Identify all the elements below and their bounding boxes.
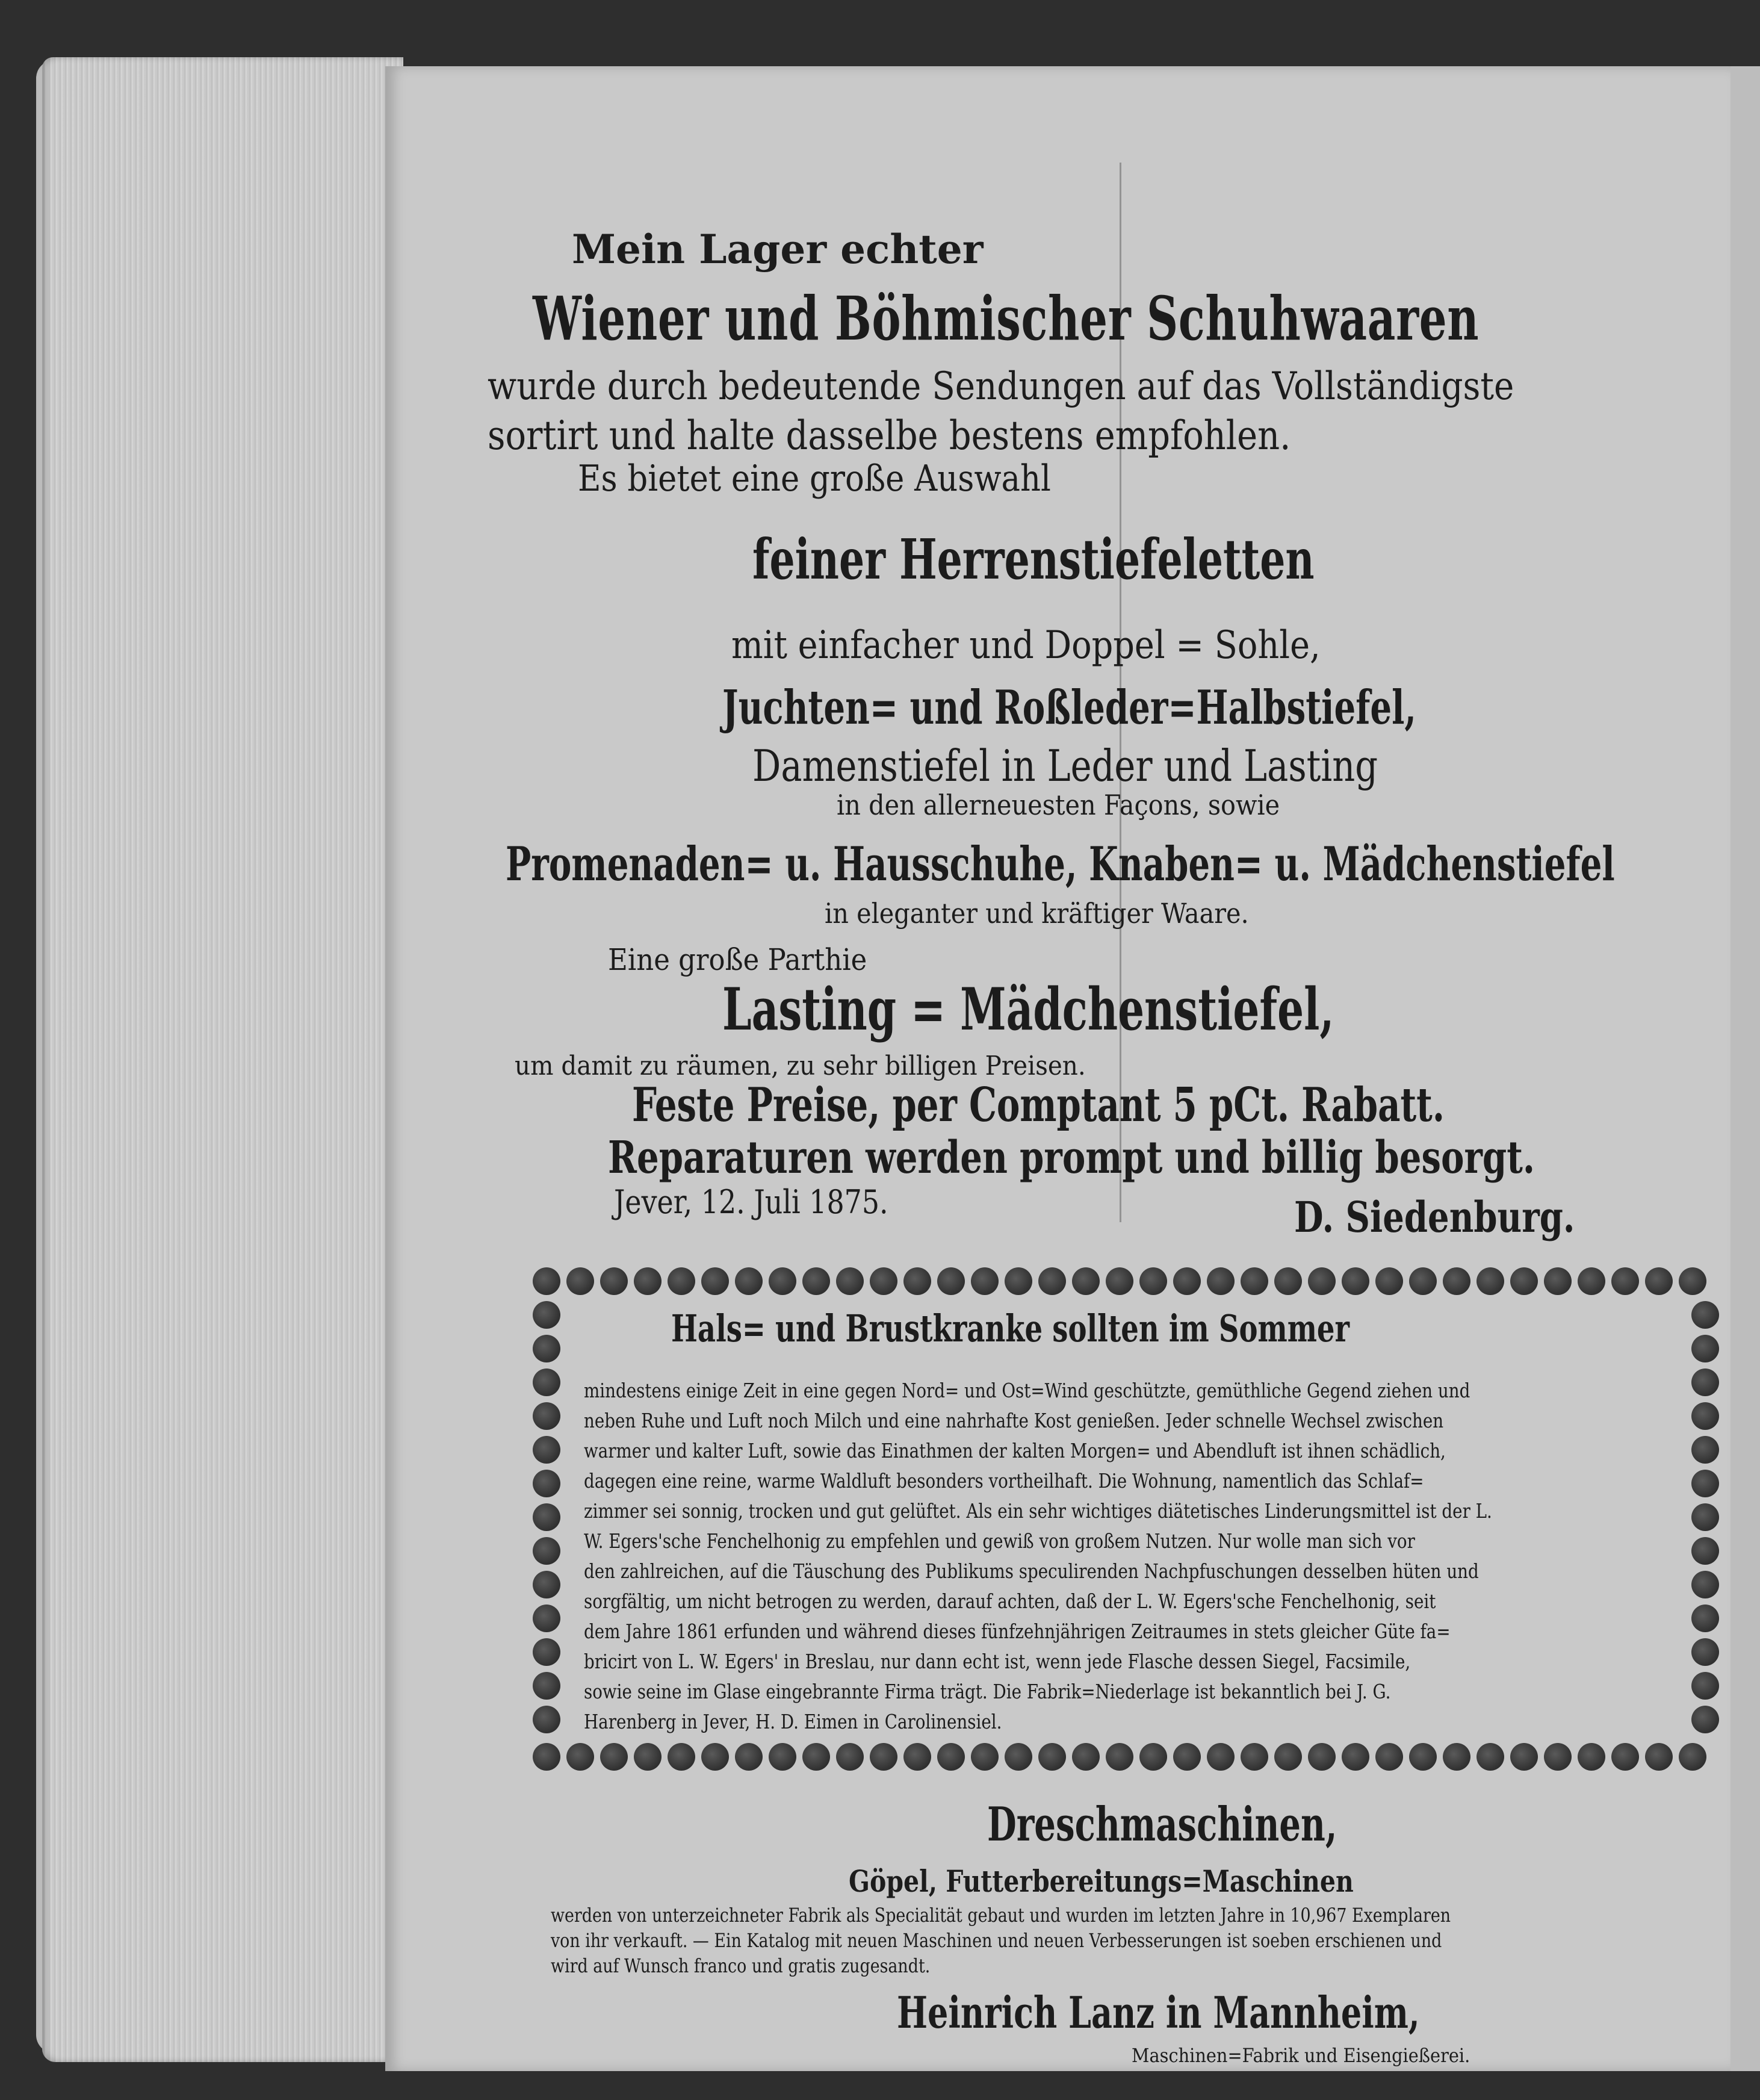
border-dot bbox=[1274, 1743, 1302, 1771]
border-dot bbox=[533, 1503, 560, 1531]
border-dot bbox=[566, 1267, 594, 1295]
border-dot bbox=[533, 1605, 560, 1632]
border-dot bbox=[533, 1335, 560, 1362]
border-dot bbox=[600, 1267, 628, 1295]
box-text-line: mindestens einige Zeit in eine gegen Nord= und Ost=Wind geschützte, gemüthliche Gegend ziehen und bbox=[584, 1379, 1470, 1402]
dresch-headline: Dreschmaschinen, bbox=[987, 1797, 1337, 1852]
book-page-edges bbox=[42, 57, 403, 2062]
border-dot bbox=[971, 1267, 999, 1295]
border-dot bbox=[1544, 1743, 1572, 1771]
ad-line-13: Eine große Parthie bbox=[608, 942, 867, 977]
border-dot bbox=[1691, 1402, 1719, 1430]
border-dot bbox=[533, 1638, 560, 1666]
border-dot bbox=[1072, 1267, 1100, 1295]
border-dot bbox=[1510, 1267, 1538, 1295]
border-dot bbox=[937, 1267, 965, 1295]
box-headline: Hals= und Brustkranke sollten im Sommer bbox=[671, 1306, 1350, 1350]
dresch-company: Heinrich Lanz in Mannheim, bbox=[897, 1987, 1420, 2038]
border-dot bbox=[1611, 1743, 1639, 1771]
box-text-line: dem Jahre 1861 erfunden und während dieses fünfzehnjährigen Zeitraumes in stets gleicher Güte fa= bbox=[584, 1620, 1451, 1643]
border-dot bbox=[1375, 1743, 1403, 1771]
border-dot bbox=[1038, 1743, 1066, 1771]
box-text-line: zimmer sei sonnig, trocken und gut gelüftet. Als ein sehr wichtiges diätetisches Linderungsmittel ist der L. bbox=[584, 1499, 1492, 1523]
box-border-bottom bbox=[533, 1743, 1706, 1771]
ad-line-4: sortirt und halte dasselbe bestens empfohlen. bbox=[488, 412, 1291, 459]
border-dot bbox=[1691, 1503, 1719, 1531]
ad-line-6: feiner Herrenstiefeletten bbox=[752, 527, 1315, 592]
border-dot bbox=[735, 1267, 763, 1295]
ad-line-11: Promenaden= u. Hausschuhe, Knaben= u. Mädchenstiefel bbox=[506, 837, 1615, 892]
border-dot bbox=[1139, 1267, 1167, 1295]
border-dot bbox=[1375, 1267, 1403, 1295]
box-text-line: sorgfältig, um nicht betrogen zu werden, darauf achten, daß der L. W. Egers'sche Fenchelhonig, seit bbox=[584, 1589, 1436, 1613]
border-dot bbox=[1207, 1267, 1235, 1295]
border-dot bbox=[1342, 1743, 1369, 1771]
box-border-left bbox=[533, 1301, 560, 1733]
border-dot bbox=[769, 1743, 796, 1771]
border-dot bbox=[1173, 1743, 1201, 1771]
box-text-line: dagegen eine reine, warme Waldluft besonders vortheilhaft. Die Wohnung, namentlich das Schlaf= bbox=[584, 1469, 1424, 1493]
border-dot bbox=[533, 1436, 560, 1464]
facing-page-edge bbox=[1731, 66, 1760, 2071]
border-dot bbox=[533, 1470, 560, 1497]
border-dot bbox=[1106, 1743, 1133, 1771]
border-dot bbox=[971, 1743, 999, 1771]
border-dot bbox=[1241, 1267, 1268, 1295]
fenchelhonig-advertisement bbox=[533, 1267, 1721, 1773]
border-dot bbox=[1409, 1743, 1437, 1771]
border-dot bbox=[1139, 1743, 1167, 1771]
border-dot bbox=[1691, 1301, 1719, 1329]
border-dot bbox=[1691, 1638, 1719, 1666]
dresch-body-text bbox=[551, 1903, 1622, 1978]
ad-line-14: Lasting = Mädchenstiefel, bbox=[722, 975, 1334, 1043]
border-dot bbox=[1274, 1267, 1302, 1295]
border-dot bbox=[1578, 1743, 1605, 1771]
border-dot bbox=[1476, 1267, 1504, 1295]
border-dot bbox=[533, 1301, 560, 1329]
box-text-line: Harenberg in Jever, H. D. Eimen in Carolinensiel. bbox=[584, 1710, 1002, 1733]
border-dot bbox=[836, 1267, 864, 1295]
border-dot bbox=[1679, 1267, 1706, 1295]
border-dot bbox=[533, 1743, 560, 1771]
ad-signature: D. Siedenburg. bbox=[1294, 1192, 1575, 1242]
border-dot bbox=[600, 1743, 628, 1771]
border-dot bbox=[1207, 1743, 1235, 1771]
border-dot bbox=[566, 1743, 594, 1771]
border-dot bbox=[533, 1402, 560, 1430]
border-dot bbox=[1691, 1470, 1719, 1497]
border-dot bbox=[903, 1267, 931, 1295]
dresch-text-line: werden von unterzeichneter Fabrik als Specialität gebaut und wurden im letzten Jahre in 10,967 Exemplaren bbox=[551, 1904, 1451, 1927]
border-dot bbox=[634, 1267, 662, 1295]
border-dot bbox=[1578, 1267, 1605, 1295]
border-dot bbox=[1106, 1267, 1133, 1295]
border-dot bbox=[769, 1267, 796, 1295]
ad-line-5: Es bietet eine große Auswahl bbox=[578, 458, 1051, 500]
border-dot bbox=[903, 1743, 931, 1771]
border-dot bbox=[1443, 1743, 1470, 1771]
border-dot bbox=[1308, 1743, 1336, 1771]
border-dot bbox=[533, 1368, 560, 1396]
border-dot bbox=[1645, 1267, 1673, 1295]
box-text-line: neben Ruhe und Luft noch Milch und eine nahrhafte Kost genießen. Jeder schnelle Wechsel zwischen bbox=[584, 1409, 1444, 1432]
border-dot bbox=[701, 1743, 729, 1771]
box-border-right bbox=[1691, 1301, 1719, 1733]
border-dot bbox=[1072, 1743, 1100, 1771]
border-dot bbox=[802, 1743, 830, 1771]
border-dot bbox=[870, 1743, 897, 1771]
box-body-text bbox=[584, 1376, 1667, 1737]
border-dot bbox=[668, 1267, 695, 1295]
box-text-line: W. Egers'sche Fenchelhonig zu empfehlen und gewiß von großem Nutzen. Nur wolle man sich vor bbox=[584, 1529, 1415, 1553]
border-dot bbox=[1409, 1267, 1437, 1295]
border-dot bbox=[1173, 1267, 1201, 1295]
border-dot bbox=[1241, 1743, 1268, 1771]
border-dot bbox=[1476, 1743, 1504, 1771]
ad-headline: Wiener und Böhmischer Schuhwaaren bbox=[533, 283, 1480, 354]
border-dot bbox=[1038, 1267, 1066, 1295]
border-dot bbox=[701, 1267, 729, 1295]
border-dot bbox=[1510, 1743, 1538, 1771]
ad-line-3: wurde durch bedeutende Sendungen auf das Vollständigste bbox=[488, 364, 1514, 409]
border-dot bbox=[1691, 1571, 1719, 1598]
ad-line-10: in den allerneuesten Façons, sowie bbox=[837, 789, 1280, 821]
border-dot bbox=[1443, 1267, 1470, 1295]
ad-line-7: mit einfacher und Doppel = Sohle, bbox=[731, 623, 1321, 668]
border-dot bbox=[533, 1706, 560, 1733]
box-text-line: warmer und kalter Luft, sowie das Einathmen der kalten Morgen= und Abendluft ist ihnen schädlich, bbox=[584, 1439, 1446, 1462]
dresch-subhead: Göpel, Futterbereitungs=Maschinen bbox=[849, 1863, 1354, 1899]
box-border-top bbox=[533, 1267, 1706, 1295]
border-dot bbox=[533, 1571, 560, 1598]
border-dot bbox=[1679, 1743, 1706, 1771]
border-dot bbox=[870, 1267, 897, 1295]
border-dot bbox=[533, 1267, 560, 1295]
border-dot bbox=[735, 1743, 763, 1771]
border-dot bbox=[937, 1743, 965, 1771]
border-dot bbox=[668, 1743, 695, 1771]
dresch-text-line: von ihr verkauft. — Ein Katalog mit neuen Maschinen und neuen Verbesserungen ist soeben erschienen und bbox=[551, 1929, 1442, 1952]
ad-place-date: Jever, 12. Juli 1875. bbox=[614, 1183, 888, 1221]
border-dot bbox=[1691, 1368, 1719, 1396]
border-dot bbox=[533, 1537, 560, 1565]
border-dot bbox=[1342, 1267, 1369, 1295]
border-dot bbox=[836, 1743, 864, 1771]
border-dot bbox=[634, 1743, 662, 1771]
border-dot bbox=[533, 1672, 560, 1700]
border-dot bbox=[1005, 1267, 1032, 1295]
border-dot bbox=[1544, 1267, 1572, 1295]
ad-line-9: Damenstiefel in Leder und Lasting bbox=[752, 741, 1378, 791]
border-dot bbox=[802, 1267, 830, 1295]
dresch-company-sub: Maschinen=Fabrik und Eisengießerei. bbox=[1132, 2044, 1470, 2067]
border-dot bbox=[1691, 1436, 1719, 1464]
border-dot bbox=[1691, 1537, 1719, 1565]
dresch-text-line: wird auf Wunsch franco und gratis zugesandt. bbox=[551, 1954, 931, 1977]
border-dot bbox=[1308, 1267, 1336, 1295]
ad-line-15: um damit zu räumen, zu sehr billigen Preisen. bbox=[515, 1051, 1086, 1081]
border-dot bbox=[1691, 1335, 1719, 1362]
border-dot bbox=[1691, 1672, 1719, 1700]
box-text-line: den zahlreichen, auf die Täuschung des Publikums speculirenden Nachpfuschungen desselben hüten und bbox=[584, 1559, 1479, 1583]
ad-line-12: in eleganter und kräftiger Waare. bbox=[825, 897, 1249, 930]
border-dot bbox=[1645, 1743, 1673, 1771]
ad-line-16: Feste Preise, per Comptant 5 pCt. Rabatt. bbox=[632, 1078, 1445, 1132]
ad-line-1: Mein Lager echter bbox=[572, 226, 984, 273]
ad-line-17: Reparaturen werden prompt und billig besorgt. bbox=[608, 1132, 1535, 1184]
border-dot bbox=[1691, 1605, 1719, 1632]
border-dot bbox=[1611, 1267, 1639, 1295]
ad-line-8: Juchten= und Roßleder=Halbstiefel, bbox=[722, 680, 1416, 735]
box-text-line: sowie seine im Glase eingebrannte Firma trägt. Die Fabrik=Niederlage ist bekanntlich bei J. G. bbox=[584, 1680, 1391, 1703]
border-dot bbox=[1691, 1706, 1719, 1733]
box-text-line: bricirt von L. W. Egers' in Breslau, nur dann echt ist, wenn jede Flasche dessen Siegel, Facsimile, bbox=[584, 1650, 1411, 1673]
border-dot bbox=[1005, 1743, 1032, 1771]
